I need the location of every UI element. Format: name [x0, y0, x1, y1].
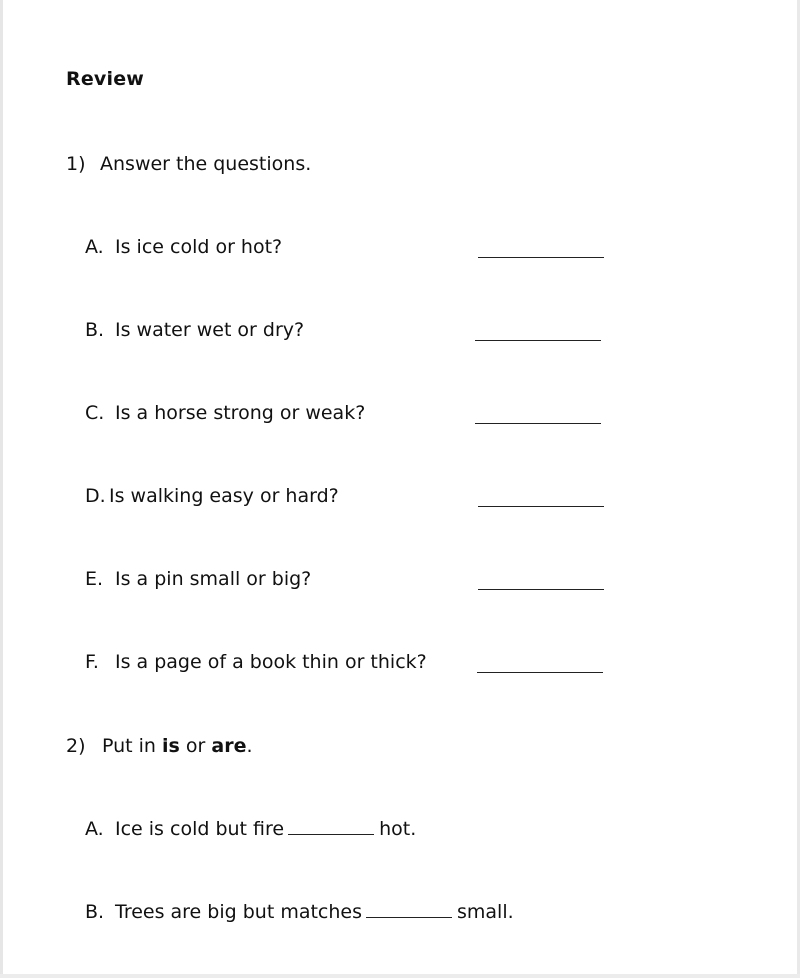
- answer-blank[interactable]: [475, 340, 601, 341]
- instruction-connector: or: [185, 735, 206, 757]
- sentence-before: Trees are big but matches: [115, 901, 362, 923]
- question-f: [85, 651, 427, 673]
- sentence-after: hot.: [379, 818, 417, 840]
- question-text: Is ice cold or hot?: [115, 236, 283, 258]
- question-e: [85, 568, 311, 590]
- section-instruction: Answer the questions.: [100, 153, 312, 175]
- answer-blank[interactable]: [478, 506, 604, 507]
- answer-blank[interactable]: [477, 672, 603, 673]
- question-text: Is walking easy or hard?: [109, 485, 339, 507]
- instruction-suffix: .: [246, 735, 253, 757]
- question-text: Is water wet or dry?: [115, 319, 305, 341]
- question-a: [85, 236, 282, 258]
- fill-blank[interactable]: [288, 820, 374, 835]
- sentence-before: Ice is cold but fire: [115, 818, 285, 840]
- question-b: [85, 319, 304, 341]
- page-edge: [0, 974, 800, 978]
- section-number: 1): [66, 153, 86, 175]
- instruction-prefix: Put in: [102, 735, 156, 757]
- question-text: Is a page of a book thin or thick?: [115, 651, 427, 673]
- keyword-are: are: [211, 735, 247, 757]
- fill-sentence-a: [85, 818, 416, 840]
- question-letter: F.: [85, 651, 99, 673]
- question-letter: D.: [85, 485, 106, 507]
- answer-blank[interactable]: [478, 257, 604, 258]
- page-edge: [0, 0, 3, 978]
- question-letter: E.: [85, 568, 104, 590]
- question-letter: C.: [85, 402, 105, 424]
- question-text: Is a horse strong or weak?: [115, 402, 366, 424]
- keyword-is: is: [162, 735, 180, 757]
- fill-blank[interactable]: [366, 903, 452, 918]
- question-letter: A.: [85, 236, 104, 258]
- worksheet-title: Review: [66, 68, 145, 90]
- sentence-letter: B.: [85, 901, 105, 923]
- sentence-letter: A.: [85, 818, 104, 840]
- answer-blank[interactable]: [475, 423, 601, 424]
- question-d: [85, 485, 339, 507]
- section-1-heading: [66, 153, 311, 175]
- question-c: [85, 402, 365, 424]
- fill-sentence-b: [85, 901, 514, 923]
- question-letter: B.: [85, 319, 105, 341]
- answer-blank[interactable]: [478, 589, 604, 590]
- sentence-after: small.: [457, 901, 514, 923]
- section-2-heading: [66, 735, 253, 757]
- question-text: Is a pin small or big?: [115, 568, 312, 590]
- section-number: 2): [66, 735, 86, 757]
